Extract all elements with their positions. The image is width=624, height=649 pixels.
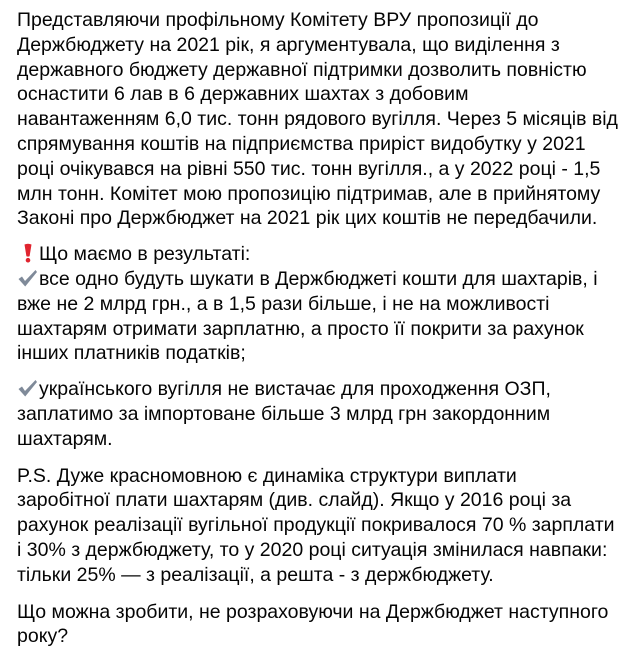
text-line: році очікувався на рівні 550 тис. тонн вугілля., а у 2022 році - 1,5 bbox=[17, 157, 601, 180]
text-line: шахтарям отримати зарплатню, а просто її покрити за рахунок bbox=[17, 317, 584, 340]
text-line: Представляючи профільному Комітету ВРУ пропозиції до bbox=[17, 9, 539, 31]
text-line: Що можна зробити, не розраховуючи на Держбюджет наступного bbox=[17, 600, 609, 623]
paragraph-ps bbox=[17, 464, 615, 588]
text-line: оснастити 6 лав в 6 державних шахтах з добовим bbox=[17, 83, 469, 106]
text-line: навантаженням 6,0 тис. тонн рядового вугілля. Через 5 місяців від bbox=[17, 108, 618, 131]
paragraph-proposal bbox=[17, 0, 618, 231]
paragraph-bullet-two bbox=[17, 377, 615, 451]
exclamation-icon bbox=[21, 243, 35, 263]
text-line: інших платників податків; bbox=[17, 342, 246, 365]
bullet-line bbox=[17, 267, 615, 292]
text-line: державного бюджету державної підтримки дозволить повністю bbox=[17, 58, 587, 81]
text-line: заплатимо за імпортоване більше 3 млрд грн закордонним bbox=[17, 402, 551, 425]
text-line: і 30% з держбюджету, то у 2020 році ситуація змінилася навпаки: bbox=[17, 538, 608, 561]
text-line: вже не 2 млрд грн., а в 1,5 рази більше, і не на можливості bbox=[17, 292, 550, 315]
paragraph-results bbox=[17, 242, 615, 366]
text-line: Держбюджету на 2021 рік, я аргументувала, що виділення з bbox=[17, 33, 560, 56]
text-line: спрямування коштів на підприємства приріст видобутку у 2021 bbox=[17, 132, 586, 155]
bullet-text: все одно будуть шукати в Держбюджеті кошти для шахтарів, і bbox=[39, 267, 598, 290]
bullet-text: українського вугілля не вистачає для проходження ОЗП, bbox=[39, 378, 551, 401]
paragraph-question bbox=[17, 600, 615, 649]
post-text bbox=[17, 0, 618, 649]
results-heading: Що маємо в результаті: bbox=[39, 243, 251, 266]
text-line: Законі про Держбюджет на 2021 рік цих коштів не передбачили. bbox=[17, 207, 598, 230]
text-line: млн тонн. Комітет мою пропозицію підтримав, але в прийнятому bbox=[17, 182, 601, 205]
text-line: P.S. Дуже красномовною є динаміка структури виплати bbox=[17, 464, 517, 487]
text-line: заробітної плати шахтарям (див. слайд). Якщо у 2016 році за bbox=[17, 489, 572, 512]
bullet-line bbox=[17, 377, 615, 402]
check-mark-icon bbox=[17, 378, 38, 398]
text-line: шахтарям. bbox=[17, 427, 113, 450]
text-line: рахунок реалізації вугільної продукції покривалося 70 % зарплати bbox=[17, 514, 615, 537]
text-line: року? bbox=[17, 625, 69, 648]
check-mark-icon bbox=[17, 268, 38, 288]
results-heading-line bbox=[17, 242, 615, 267]
text-line: тільки 25% — з реалізації, а решта - з держбюджету. bbox=[17, 563, 494, 586]
